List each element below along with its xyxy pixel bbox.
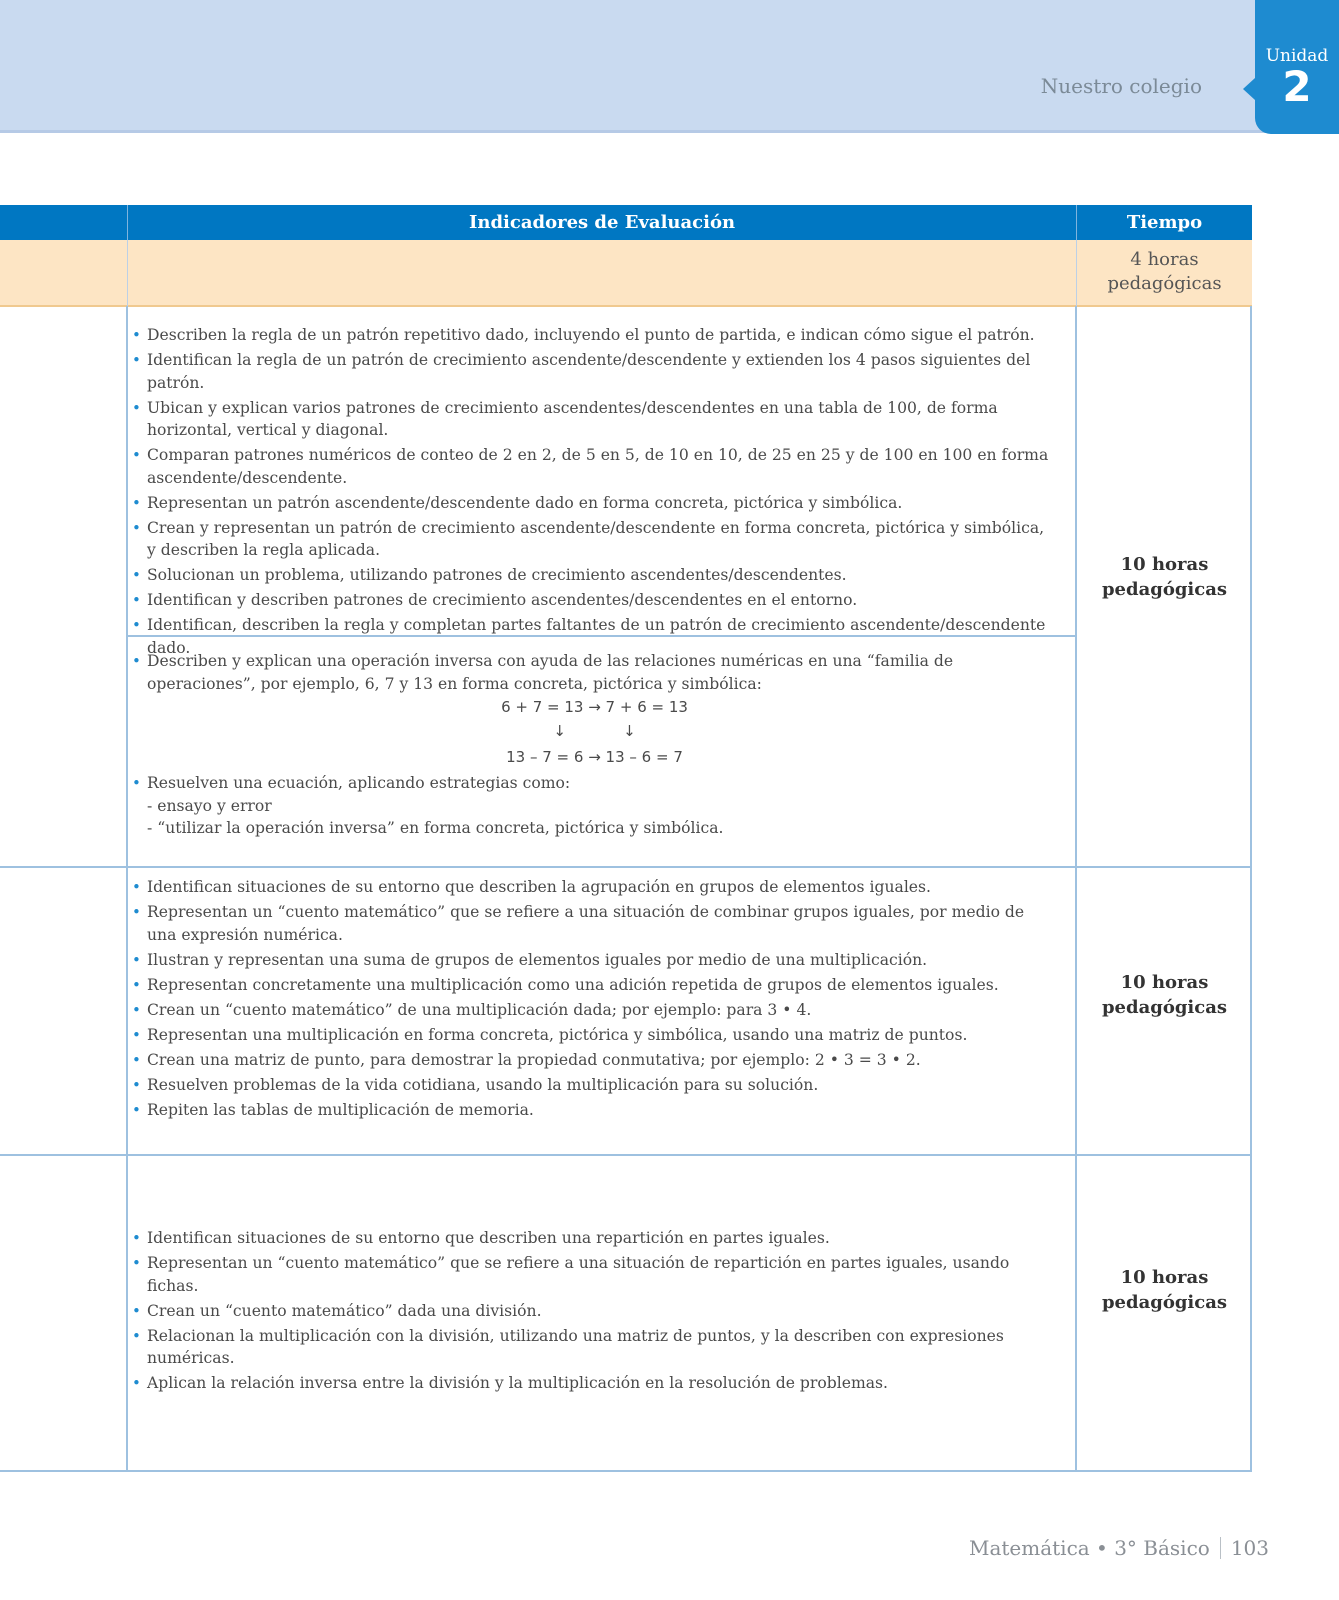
list-item: • Representan un “cuento matemático” que se refiere a una situación de combinar grupos iguales, por medio de una expresión numérica. [132,901,1057,946]
list-item: • Identifican situaciones de su entorno que describen la agrupación en grupos de elementos iguales. [132,876,1057,899]
table-bottom-border [0,1470,1252,1472]
indicator-list-division [132,1227,1057,1397]
list-item: • Crean un “cuento matemático” de una multiplicación dada; por ejemplo: para 3 • 4. [132,999,1057,1022]
row-divider [0,1154,1252,1156]
book-title: Matemática • 3° Básico [968,1536,1210,1560]
formula-line: 13 – 7 = 6 → 13 – 6 = 7 [506,748,683,766]
evaluation-table [0,205,1252,1472]
list-item: • Aplican la relación inversa entre la división y la multiplicación en la resolución de problemas. [132,1372,1057,1395]
time-value: 10 horas [1120,972,1209,993]
column-divider [126,306,128,1472]
unit-tab [1255,0,1339,134]
sub-item: - ensayo y error [147,797,272,815]
list-item: • Describen la regla de un patrón repetitivo dado, incluyendo el punto de partida, e indican cómo sigue el patrón. [132,324,1057,347]
indicator-list-equations [132,772,1057,797]
list-item: • Crean un “cuento matemático” dada una división. [132,1300,1057,1323]
time-cell-patterns [1077,552,1252,602]
header-cell-left [0,205,127,240]
list-item: • Ubican y explican varios patrones de crecimiento ascendentes/descendentes en una tabla de 100, de forma horizontal, vertical y diagonal. [132,397,1057,442]
page-footer [969,1536,1269,1560]
header-time: Tiempo [1077,205,1252,240]
unit-label: Unidad [1265,46,1329,66]
page-number: 103 [1230,1536,1269,1560]
unit-number: 2 [1282,62,1312,111]
time-unit: pedagógicas [1107,273,1222,294]
header-band [0,0,1339,133]
list-item: • Ilustran y representan una suma de grupos de elementos iguales por medio de una multiplicación. [132,949,1057,972]
sub-item: - “utilizar la operación inversa” en forma concreta, pictórica y simbólica. [147,819,724,837]
list-item: • Crean y representan un patrón de crecimiento ascendente/descendente en forma concreta, pictórica y simbólica, y describen la regla aplicada. [132,517,1057,562]
list-item: • Representan una multiplicación en forma concreta, pictórica y simbólica, usando una matriz de puntos. [132,1024,1057,1047]
footer-divider [1220,1537,1221,1559]
time-unit: pedagógicas [1101,579,1228,600]
unit-tab-pointer [1243,78,1255,100]
list-item: • Identifican, describen la regla y completan partes faltantes de un patrón de crecimiento ascendente/descendente dado. [132,614,1057,659]
list-item: • Repiten las tablas de multiplicación de memoria. [132,1099,1057,1122]
list-item: • Identifican la regla de un patrón de crecimiento ascendente/descendente y extienden los 4 pasos siguientes del patrón. [132,349,1057,394]
list-item: • Relacionan la multiplicación con la división, utilizando una matriz de puntos, y la describen con expresiones numéricas. [132,1325,1057,1370]
indicator-list-inverse-operations [132,650,1057,698]
time-cell-division [1077,1265,1252,1315]
header-indicators: Indicadores de Evaluación [128,205,1076,240]
list-item: • Resuelven problemas de la vida cotidiana, usando la multiplicación para su solución. [132,1074,1057,1097]
indicator-list-patterns [132,324,1057,662]
summary-row-indicators [128,240,1076,307]
list-item: • Representan concretamente una multiplicación como una adición repetida de grupos de elementos iguales. [132,974,1057,997]
list-item: • Resuelven una ecuación, aplicando estrategias como: [132,772,1057,795]
header-band-border [0,130,1339,133]
list-item: • Representan un patrón ascendente/descendente dado en forma concreta, pictórica y simbólica. [132,492,1057,515]
time-unit: pedagógicas [1101,1292,1228,1313]
formula-line: 6 + 7 = 13 → 7 + 6 = 13 [501,698,688,716]
formula-arrows: ↓ ↓ [553,722,636,740]
time-value: 10 horas [1120,1267,1209,1288]
list-item: • Solucionan un problema, utilizando patrones de crecimiento ascendentes/descendentes. [132,564,1057,587]
list-item: • Describen y explican una operación inversa con ayuda de las relaciones numéricas en una “familia de operaciones”, por ejemplo, 6, 7 y 13 en forma concreta, pictórica y simbólica: [132,650,1057,695]
time-value: 4 horas [1130,249,1199,270]
row-divider [0,866,1252,868]
unit-title: Nuestro colegio [1040,74,1202,98]
time-value: 10 horas [1120,554,1209,575]
list-item: • Crean una matriz de punto, para demostrar la propiedad conmutativa; por ejemplo: 2 • 3 = 3 • 2. [132,1049,1057,1072]
summary-row-time [1077,240,1252,307]
time-unit: pedagógicas [1101,997,1228,1018]
list-item: • Identifican y describen patrones de crecimiento ascendentes/descendentes en el entorno. [132,589,1057,612]
time-cell-multiplication [1077,970,1252,1020]
list-item: • Identifican situaciones de su entorno que describen una repartición en partes iguales. [132,1227,1057,1250]
list-item: • Representan un “cuento matemático” que se refiere a una situación de repartición en partes iguales, usando fichas. [132,1252,1057,1297]
indicator-list-multiplication [132,876,1057,1124]
summary-row-left [0,240,127,307]
list-item: • Comparan patrones numéricos de conteo de 2 en 2, de 5 en 5, de 10 en 10, de 25 en 25 y de 100 en 100 en forma ascendente/descendente. [132,444,1057,489]
